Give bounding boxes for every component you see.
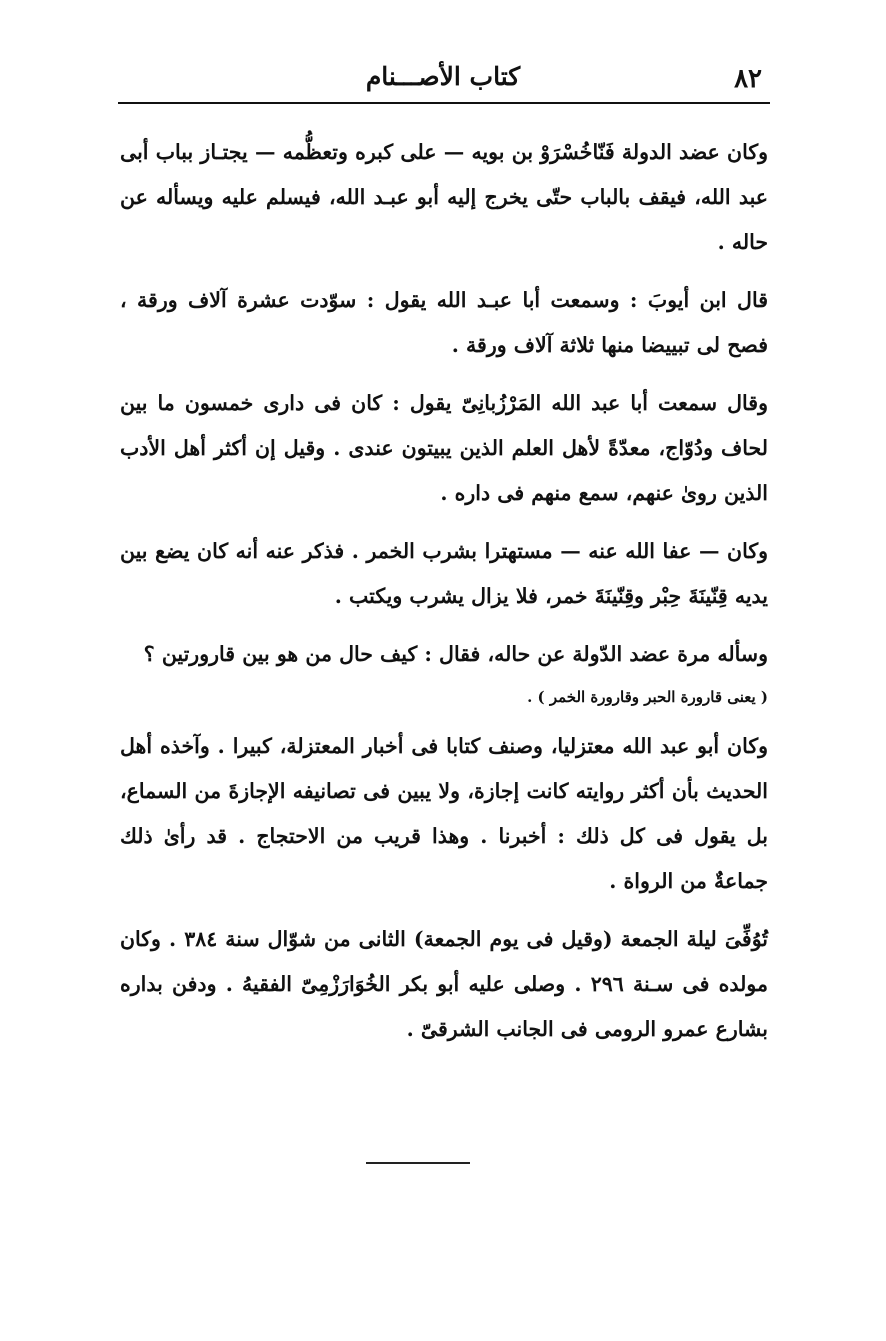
page-header bbox=[118, 58, 768, 102]
paragraph: وكان عضد الدولة فَنّاخُسْرَوْ بن بويه — على كبره وتعظُّمه — يجتـاز بباب أبى عبد الله، فيقف بالباب حتّى يخرج إليه أبو عبـد الله، فيسلم عليه ويسأله عن حاله . bbox=[120, 140, 768, 254]
running-title: كتاب الأصـــنام bbox=[365, 62, 521, 91]
header-rule bbox=[118, 102, 770, 104]
paragraph: قال ابن أيوبَ : وسمعت أبا عبـد الله يقول : سوّدت عشرة آلاف ورقة ، فصح لى تبييضا منها ثلاثة آلاف ورقة . bbox=[120, 288, 768, 357]
inline-note: ( يعنى قارورة الحبر وقارورة الخمر ) . bbox=[527, 688, 768, 706]
section-end-rule bbox=[366, 1162, 470, 1164]
paragraph: وقال سمعت أبا عبد الله المَرْزُبانِىّ يقول : كان فى دارى خمسون ما بين لحاف ودُوّاج، معدّةً لأهل العلم الذين يبيتون عندى . وقيل إن أكثر أهل الأدب الذين روىٰ عنهم، سمع منهم فى داره . bbox=[120, 391, 768, 505]
paragraph: تُوُفِّىَ ليلة الجمعة (وقيل فى يوم الجمعة) الثانى من شوّال سنة ٣٨٤ . وكان مولده فى سـنة ٢٩٦ . وصلى عليه أبو بكر الخُوَارَزْمِىّ الفقيهُ . ودفن بداره بشارع عمرو الرومى فى الجانب الشرقىّ . bbox=[120, 927, 769, 1041]
paragraph: وكان — عفا الله عنه — مستهترا بشرب الخمر . فذكر عنه أنه كان يضع بين يديه قِنّينَةَ حِبْر وقِنّينَةَ خمر، فلا يزال يشرب ويكتب . bbox=[120, 539, 768, 608]
paragraph: وكان أبو عبد الله معتزليا، وصنف كتابا فى أخبار المعتزلة، كبيرا . وآخذه أهل الحديث بأن أكثر روايته كانت إجازة، ولا يبين فى تصانيفه الإجازةَ من السماع، بل يقول فى كل ذلك : أخبرنا . وهذا قريب من الاحتجاج . قد رأىٰ ذلك جماعةٌ من الرواة . bbox=[120, 734, 768, 893]
paragraph: وسأله مرة عضد الدّولة عن حاله، فقال : كيف حال من هو بين قارورتين ؟ bbox=[143, 642, 768, 666]
body-text bbox=[120, 130, 768, 1065]
page-number: ٨٢ bbox=[734, 64, 762, 94]
